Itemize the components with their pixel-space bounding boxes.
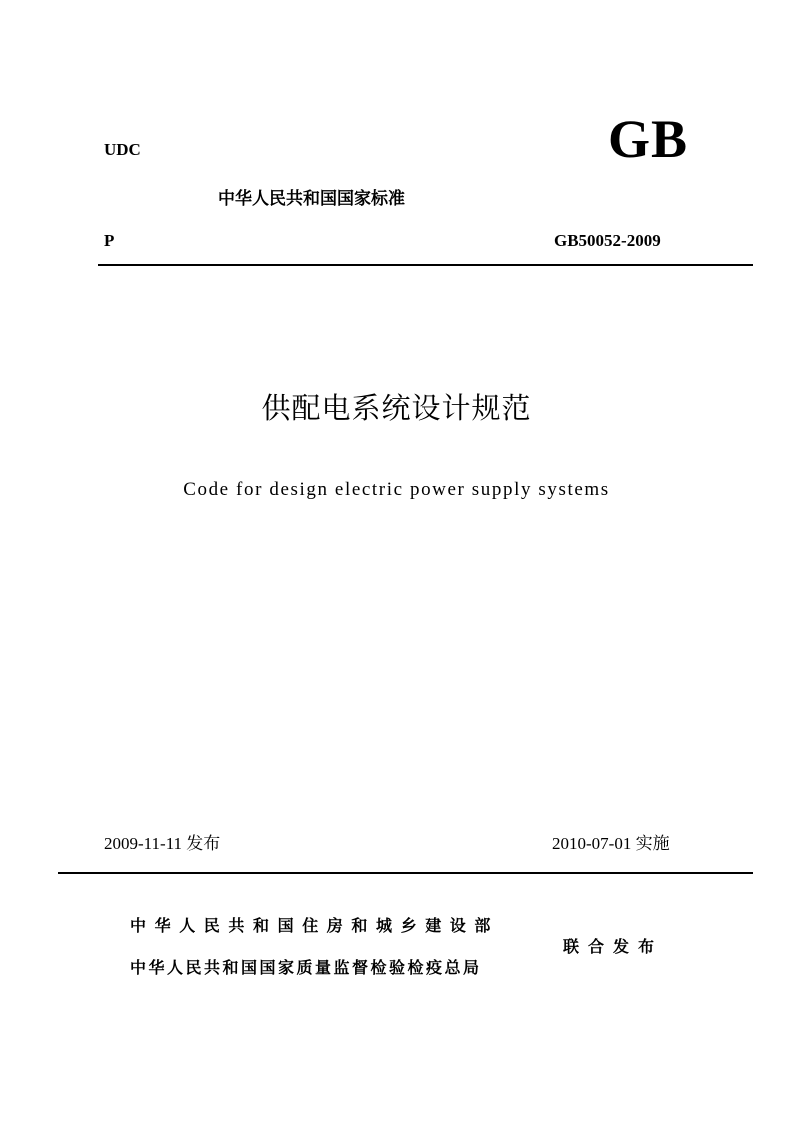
footer-divider (58, 872, 753, 874)
gb-mark: GB (608, 109, 689, 169)
joint-release-label: 联合发布 (563, 937, 664, 956)
udc-label: UDC (104, 140, 141, 159)
document-title-chinese: 供配电系统设计规范 (261, 391, 532, 425)
issuing-authority-ministry: 中华人民共和国住房和城乡建设部 (130, 916, 500, 935)
standard-number: GB50052-2009 (554, 231, 661, 250)
effective-date: 2010-07-01 实施 (552, 834, 670, 853)
issue-date: 2009-11-11 发布 (104, 834, 221, 853)
document-title-english: Code for design electric power supply systems (183, 479, 610, 500)
header-divider (98, 264, 753, 266)
issuing-authority-aqsiq: 中华人民共和国国家质量监督检验检疫总局 (130, 958, 482, 977)
classification-code: P (104, 231, 115, 250)
standard-type-heading: 中华人民共和国国家标准 (218, 189, 405, 209)
